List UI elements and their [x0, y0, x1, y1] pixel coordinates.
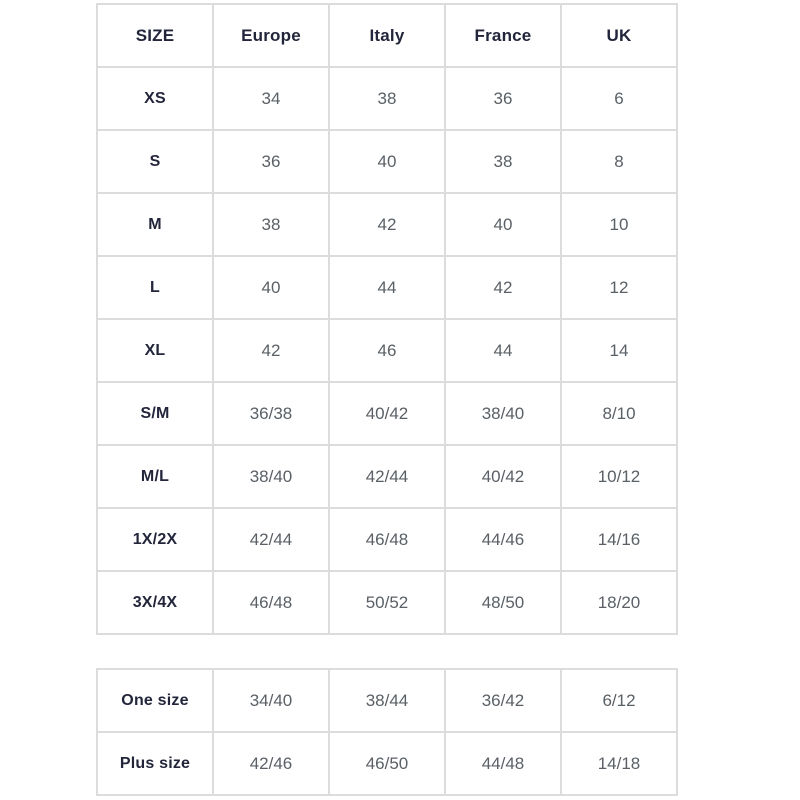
size-value: 34	[213, 67, 329, 130]
size-value: 36/38	[213, 382, 329, 445]
size-value: 44	[445, 319, 561, 382]
size-value: 44/48	[445, 732, 561, 795]
table-row	[97, 508, 677, 571]
size-value: 12	[561, 256, 677, 319]
column-header-size: SIZE	[97, 4, 213, 67]
header-row	[97, 4, 677, 67]
size-value: 18/20	[561, 571, 677, 634]
size-value: 42	[329, 193, 445, 256]
size-value: 44/46	[445, 508, 561, 571]
size-label: S	[97, 130, 213, 193]
table-row	[97, 193, 677, 256]
table-row	[97, 256, 677, 319]
size-label: M	[97, 193, 213, 256]
table-row	[97, 130, 677, 193]
size-value: 36/42	[445, 669, 561, 732]
size-value: 14/18	[561, 732, 677, 795]
size-conversion-table-body	[97, 67, 677, 634]
size-value: 10/12	[561, 445, 677, 508]
size-value: 42/44	[329, 445, 445, 508]
size-label: S/M	[97, 382, 213, 445]
size-label: 1X/2X	[97, 508, 213, 571]
size-value: 6	[561, 67, 677, 130]
table-row	[97, 319, 677, 382]
table-row	[97, 669, 677, 732]
size-value: 38/40	[213, 445, 329, 508]
size-value: 40	[329, 130, 445, 193]
size-label: Plus size	[97, 732, 213, 795]
size-value: 40	[445, 193, 561, 256]
size-value: 8/10	[561, 382, 677, 445]
size-value: 38	[329, 67, 445, 130]
size-value: 38	[445, 130, 561, 193]
special-sizes-table-body	[97, 669, 677, 795]
size-value: 46	[329, 319, 445, 382]
size-value: 8	[561, 130, 677, 193]
size-value: 38/44	[329, 669, 445, 732]
size-label: M/L	[97, 445, 213, 508]
size-label: One size	[97, 669, 213, 732]
column-header-italy: Italy	[329, 4, 445, 67]
column-header-uk: UK	[561, 4, 677, 67]
table-row	[97, 382, 677, 445]
size-value: 42	[445, 256, 561, 319]
size-value: 14	[561, 319, 677, 382]
size-value: 14/16	[561, 508, 677, 571]
table-row	[97, 67, 677, 130]
column-header-europe: Europe	[213, 4, 329, 67]
size-value: 40/42	[329, 382, 445, 445]
table-row	[97, 732, 677, 795]
column-header-france: France	[445, 4, 561, 67]
size-value: 38/40	[445, 382, 561, 445]
size-label: L	[97, 256, 213, 319]
size-value: 46/50	[329, 732, 445, 795]
size-value: 40	[213, 256, 329, 319]
size-value: 46/48	[213, 571, 329, 634]
size-conversion-table-header	[97, 4, 677, 67]
size-value: 38	[213, 193, 329, 256]
table-row	[97, 571, 677, 634]
size-value: 50/52	[329, 571, 445, 634]
size-value: 42	[213, 319, 329, 382]
size-label: 3X/4X	[97, 571, 213, 634]
size-label: XS	[97, 67, 213, 130]
size-value: 34/40	[213, 669, 329, 732]
special-sizes-table	[96, 668, 678, 796]
size-value: 42/44	[213, 508, 329, 571]
size-label: XL	[97, 319, 213, 382]
size-value: 46/48	[329, 508, 445, 571]
size-value: 6/12	[561, 669, 677, 732]
size-conversion-table	[96, 3, 678, 635]
size-value: 36	[445, 67, 561, 130]
size-value: 42/46	[213, 732, 329, 795]
table-row	[97, 445, 677, 508]
size-value: 44	[329, 256, 445, 319]
size-value: 40/42	[445, 445, 561, 508]
size-value: 36	[213, 130, 329, 193]
size-value: 10	[561, 193, 677, 256]
size-value: 48/50	[445, 571, 561, 634]
